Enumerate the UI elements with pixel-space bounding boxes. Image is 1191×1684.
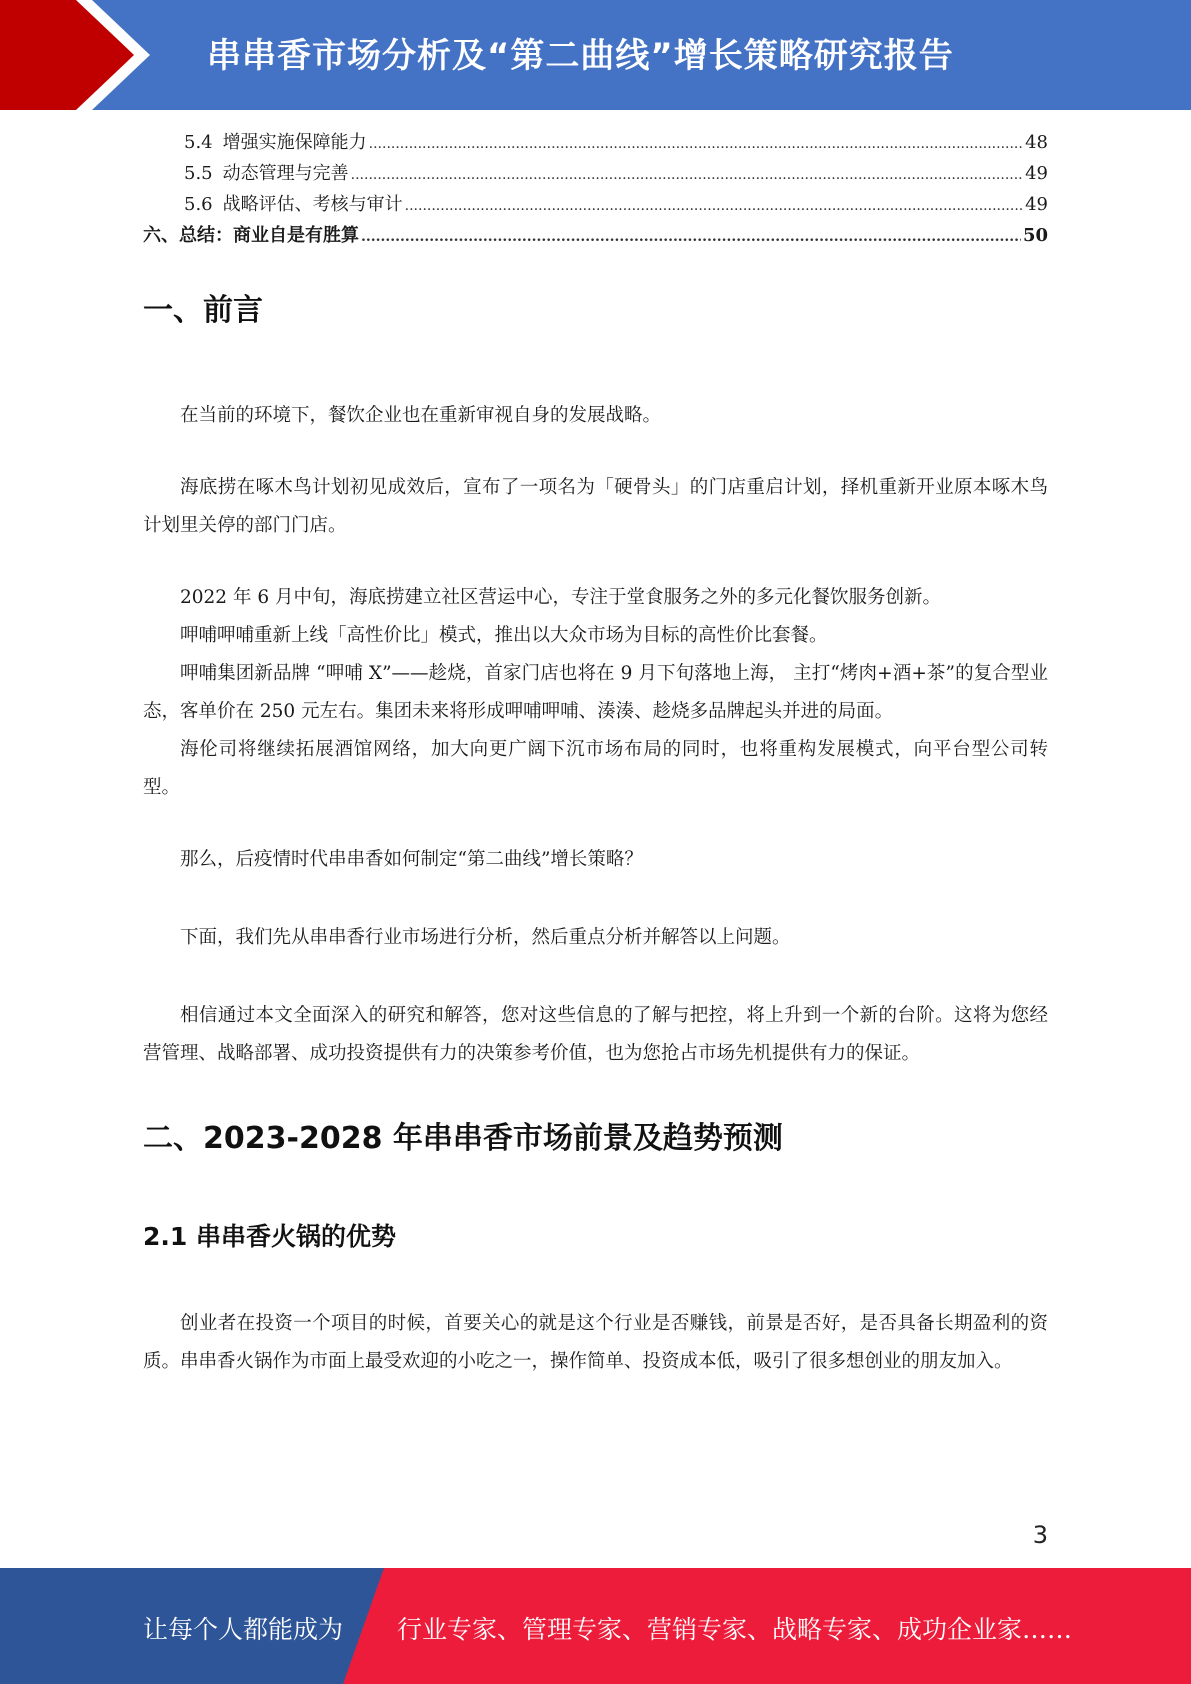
table-of-contents: [143, 128, 1048, 252]
report-title: 串串香市场分析及“第二曲线”增长策略研究报告: [207, 36, 954, 76]
footer-slogan-right: 行业专家、管理专家、营销专家、战略专家、成功企业家……: [397, 1615, 1073, 1644]
toc-entry-number: 5.6: [184, 194, 213, 215]
toc-entry-page: 49: [1025, 163, 1048, 184]
section-heading-forecast: 二、2023-2028 年串串香市场前景及趋势预测: [143, 1121, 783, 1156]
toc-entry-number: 5.5: [184, 163, 213, 184]
paragraph: 呷哺集团新品牌 “呷哺 X”——趁烧，首家门店也将在 9 月下旬落地上海， 主打“烤肉+酒+茶”的复合型业态，客单价在 250 元左右。集团未来将形成呷哺呷哺、湊湊、趁烧多品牌起头并进的局面。: [143, 663, 1048, 722]
toc-entry-page: 50: [1022, 225, 1048, 246]
toc-entry[interactable]: [143, 190, 1048, 221]
toc-entry-number: 5.4: [184, 132, 213, 153]
toc-entry-label: 战略评估、考核与审计: [222, 194, 403, 215]
footer-banner: [0, 1568, 1191, 1684]
paragraph: 创业者在投资一个项目的时候，首要关心的就是这个行业是否赚钱，前景是否好，是否具备长期盈利的资质。串串香火锅作为市面上最受欢迎的小吃之一，操作简单、投资成本低，吸引了很多想创业的朋友加入。: [143, 1313, 1048, 1372]
paragraph: 海伦司将继续拓展酒馆网络，加大向更广阔下沉市场布局的同时，也将重构发展模式，向平台型公司转型。: [143, 739, 1048, 798]
paragraph: 下面，我们先从串串香行业市场进行分析，然后重点分析并解答以上问题。: [180, 927, 791, 948]
paragraph: 海底捞在啄木鸟计划初见成效后，宣布了一项名为「硬骨头」的门店重启计划，择机重新开业原本啄木鸟计划里关停的部门门店。: [143, 477, 1048, 536]
toc-leader-dots: [361, 229, 1021, 245]
toc-entry-label: 六、总结：商业自是有胜算: [143, 225, 359, 246]
toc-leader-dots: [369, 136, 1023, 152]
toc-entry-chapter[interactable]: [143, 221, 1048, 252]
toc-entry[interactable]: [143, 159, 1048, 190]
paragraph: 那么，后疫情时代串串香如何制定“第二曲线”增长策略？: [180, 849, 643, 870]
toc-entry[interactable]: [143, 128, 1048, 159]
paragraph: 在当前的环境下，餐饮企业也在重新审视自身的发展战略。: [180, 405, 662, 426]
toc-entry-page: 49: [1025, 194, 1048, 215]
paragraph: 呷哺呷哺重新上线「高性价比」模式，推出以大众市场为目标的高性价比套餐。: [180, 625, 828, 646]
toc-leader-dots: [405, 198, 1023, 214]
footer-slogan-left: 让每个人都能成为: [143, 1615, 344, 1644]
toc-entry-page: 48: [1025, 132, 1048, 153]
header-banner: [0, 0, 1191, 110]
toc-entry-label: 动态管理与完善: [222, 163, 349, 184]
subsection-heading: 2.1 串串香火锅的优势: [143, 1222, 396, 1251]
section-heading-preface: 一、前言: [143, 293, 263, 328]
toc-leader-dots: [351, 167, 1023, 183]
page-number: 3: [1032, 1521, 1048, 1549]
toc-entry-label: 增强实施保障能力: [222, 132, 367, 153]
paragraph: 2022 年 6 月中旬，海底捞建立社区营运中心，专注于堂食服务之外的多元化餐饮服务创新。: [180, 587, 941, 608]
paragraph: 相信通过本文全面深入的研究和解答，您对这些信息的了解与把控，将上升到一个新的台阶。这将为您经营管理、战略部署、成功投资提供有力的决策参考价值，也为您抢占市场先机提供有力的保证。: [143, 1005, 1048, 1064]
header-red-arrow-shape: [0, 0, 150, 110]
document-body: [143, 285, 1048, 1381]
